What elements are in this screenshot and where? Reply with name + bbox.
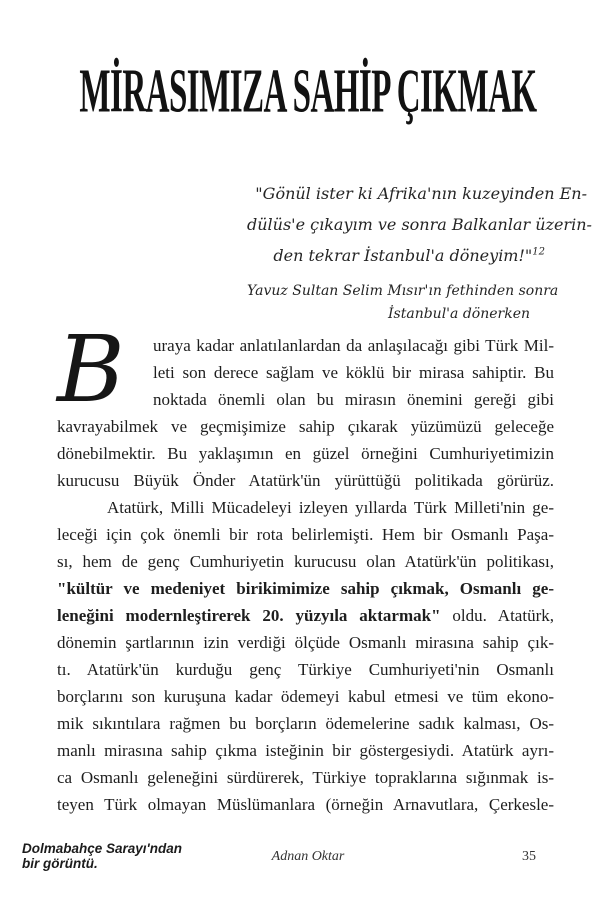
body-text-line xyxy=(57,602,554,629)
body-text-line: dönebilmektir. Bu yaklaşımın en güzel örneğini Cumhuriyetimizin xyxy=(57,444,554,463)
body-text-line: uraya kadar anlatılanlardan da anlaşılacağı gibi Türk Mil- xyxy=(153,336,554,355)
epigraph-quote-line: dülüs'e çıkayım ve sonra Balkanlar üzerin- xyxy=(247,215,592,234)
body-text-line: mik sıkıntılara rağmen bu borçların ödemelerine sadık kalması, Os- xyxy=(57,714,554,733)
drop-cap: B xyxy=(57,316,125,423)
body-text-line: teyen Türk olmayan Müslümanlara (örneğin Arnavutlara, Çerkesle- xyxy=(57,795,554,814)
body-text-line: leti son derece sağlam ve köklü bir mirasa sahiptir. Bu xyxy=(153,363,554,382)
body-text-line: dönemin şartlarının izin verdiği ölçüde Osmanlı mirasına sahip çık- xyxy=(57,633,554,652)
body-text xyxy=(57,316,554,818)
title-row xyxy=(0,55,616,126)
body-text-line: tı. Atatürk'ün kurduğu genç Türkiye Cumhuriyeti'nin Osmanlı xyxy=(57,660,554,679)
running-header-author: Adnan Oktar xyxy=(271,849,345,864)
epigraph-quote-line xyxy=(247,240,587,271)
body-text-line: borçlarını son kuruşuna kadar ödemeyi kabul etmesi ve tüm ekono- xyxy=(57,687,554,706)
page-number: 35 xyxy=(522,849,536,864)
photo-caption-line: Dolmabahçe Sarayı'ndan xyxy=(22,841,183,856)
epigraph-attribution xyxy=(247,280,587,326)
body-text-line-bold: "kültür ve medeniyet birikimimize sahip çıkmak, Osmanlı ge- xyxy=(57,579,554,598)
regular-text-segment: oldu. Atatürk, xyxy=(440,606,554,625)
body-text-line: Atatürk, Milli Mücadeleyi izleyen yıllarda Türk Milleti'nin ge- xyxy=(107,498,554,517)
body-text-line: manlı mirasına sahip çıkma isteğinin bir göstergesiydi. Atatürk ayrı- xyxy=(57,741,554,760)
epigraph-quote-line: "Gönül ister ki Afrika'nın kuzeyinden En- xyxy=(255,184,587,203)
body-text-line: leceği için çok önemli bir rota belirlemişti. Hem bir Osmanlı Paşa- xyxy=(57,525,554,544)
bold-text-segment: leneğini modernleştirerek 20. yüzyıla aktarmak" xyxy=(57,606,441,625)
body-text-line: kavrayabilmek ve geçmişimize sahip çıkarak yüzümüzü geleceğe xyxy=(57,417,554,436)
body-text-line: sı, hem de genç Cumhuriyetin kurucusu olan Atatürk'ün politikası, xyxy=(57,552,554,571)
body-text-line: ca Osmanlı geleneğini sürdürerek, Türkiye topraklarına sığınmak is- xyxy=(57,768,554,787)
body-text-line: kurucusu Büyük Önder Atatürk'ün yürüttüğü politikada görürüz. xyxy=(57,471,554,490)
epigraph-block xyxy=(247,178,592,326)
body-text-line: noktada önemli olan bu mirasın önemini gereği gibi xyxy=(153,390,554,409)
photo-caption-line: bir görüntü. xyxy=(22,856,98,871)
attribution-line: Yavuz Sultan Selim Mısır'ın fethinden sonra xyxy=(247,283,559,299)
footnote-reference: 12 xyxy=(532,246,545,258)
page-title: MİRASIMIZA SAHİP ÇIKMAK xyxy=(79,55,537,126)
attribution-line: İstanbul'a dönerken xyxy=(388,306,530,322)
epigraph-quote-text: den tekrar İstanbul'a döneyim!" xyxy=(273,246,533,265)
